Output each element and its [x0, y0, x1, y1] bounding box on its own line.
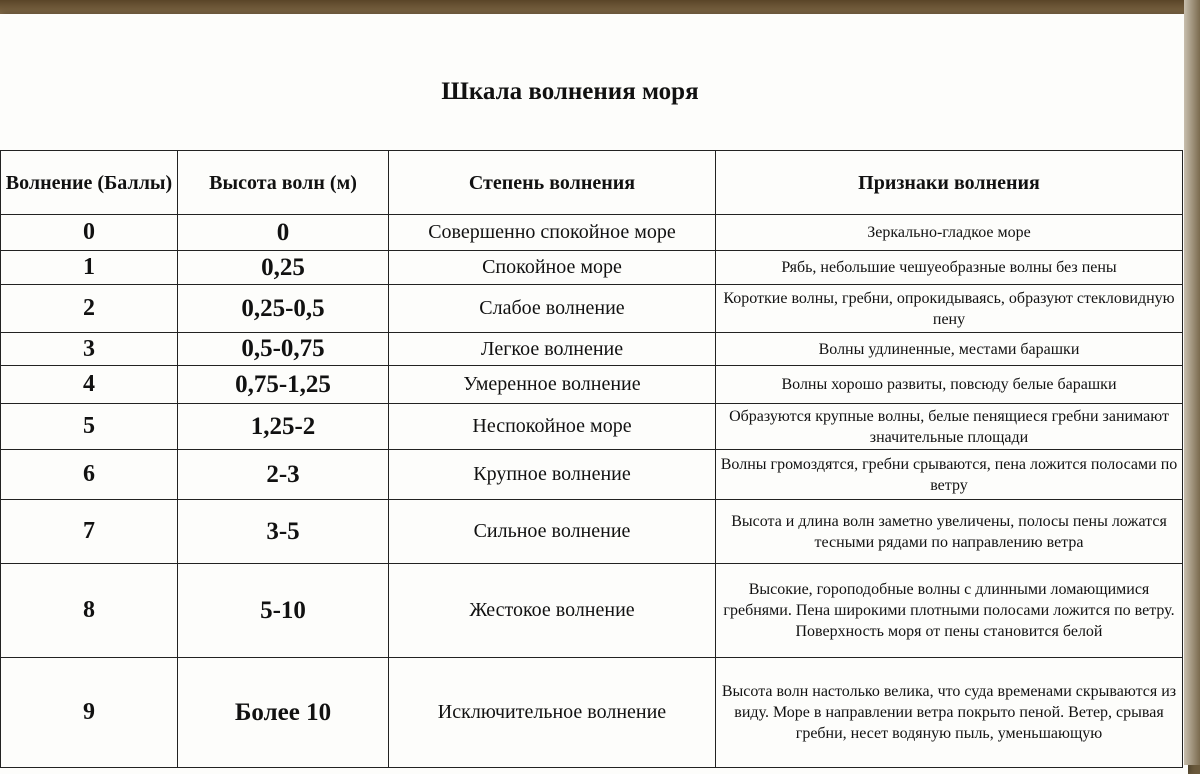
table-row [1, 251, 1183, 285]
degree-cell: Исключительное волнение [389, 658, 716, 768]
degree-cell: Легкое волнение [389, 333, 716, 366]
signs-cell: Волны хорошо развиты, повсюду белые барашки [716, 366, 1183, 404]
signs-cell: Высота волн настолько велика, что суда временами скрываются из виду. Море в направлении ветра покрыто пеной. Ветер, срывая гребни, несет водяную пыль, уменьшающую [716, 658, 1183, 768]
table-row [1, 658, 1183, 768]
height-cell: 1,25-2 [178, 404, 389, 450]
ball-cell: 7 [1, 500, 178, 564]
table-row [1, 333, 1183, 366]
signs-cell: Волны удлиненные, местами барашки [716, 333, 1183, 366]
height-cell: 2-3 [178, 450, 389, 500]
degree-cell: Сильное волнение [389, 500, 716, 564]
ball-cell: 0 [1, 215, 178, 251]
signs-cell: Высокие, гороподобные волны с длинными ломающимися гребнями. Пена широкими плотными полосами ложится по ветру. Поверхность моря от пены становится белой [716, 564, 1183, 658]
sea-state-table [0, 150, 1183, 768]
height-cell: 0,25-0,5 [178, 285, 389, 333]
height-cell: 5-10 [178, 564, 389, 658]
table-row [1, 450, 1183, 500]
degree-cell: Крупное волнение [389, 450, 716, 500]
signs-cell: Высота и длина волн заметно увеличены, полосы пены ложатся тесными рядами по направлению ветра [716, 500, 1183, 564]
table-row [1, 285, 1183, 333]
signs-cell: Волны громоздятся, гребни срываются, пена ложится полосами по ветру [716, 450, 1183, 500]
ball-cell: 1 [1, 251, 178, 285]
degree-cell: Спокойное море [389, 251, 716, 285]
table-row [1, 404, 1183, 450]
degree-cell: Слабое волнение [389, 285, 716, 333]
ball-cell: 2 [1, 285, 178, 333]
header-height: Высота волн (м) [178, 151, 389, 215]
ball-cell: 8 [1, 564, 178, 658]
ball-cell: 5 [1, 404, 178, 450]
height-cell: 0,5-0,75 [178, 333, 389, 366]
page-title: Шкала волнения моря [441, 78, 699, 105]
header-signs: Признаки волнения [716, 151, 1183, 215]
ball-cell: 4 [1, 366, 178, 404]
header-ball: Волнение (Баллы) [1, 151, 178, 215]
board-edge [1184, 0, 1200, 765]
ball-cell: 6 [1, 450, 178, 500]
table-row [1, 500, 1183, 564]
signs-cell: Рябь, небольшие чешуеобразные волны без пены [716, 251, 1183, 285]
degree-cell: Совершенно спокойное море [389, 215, 716, 251]
signs-cell: Зеркально-гладкое море [716, 215, 1183, 251]
table-row [1, 215, 1183, 251]
signs-cell: Короткие волны, гребни, опрокидываясь, образуют стекловидную пену [716, 285, 1183, 333]
degree-cell: Умеренное волнение [389, 366, 716, 404]
degree-cell: Жестокое волнение [389, 564, 716, 658]
height-cell: 3-5 [178, 500, 389, 564]
height-cell: 0,25 [178, 251, 389, 285]
table-row [1, 366, 1183, 404]
header-degree: Степень волнения [389, 151, 716, 215]
height-cell: Более 10 [178, 658, 389, 768]
height-cell: 0,75-1,25 [178, 366, 389, 404]
table-row [1, 564, 1183, 658]
height-cell: 0 [178, 215, 389, 251]
header-row [1, 151, 1183, 215]
signs-cell: Образуются крупные волны, белые пенящиеся гребни занимают значительные площади [716, 404, 1183, 450]
ball-cell: 9 [1, 658, 178, 768]
ball-cell: 3 [1, 333, 178, 366]
degree-cell: Неспокойное море [389, 404, 716, 450]
